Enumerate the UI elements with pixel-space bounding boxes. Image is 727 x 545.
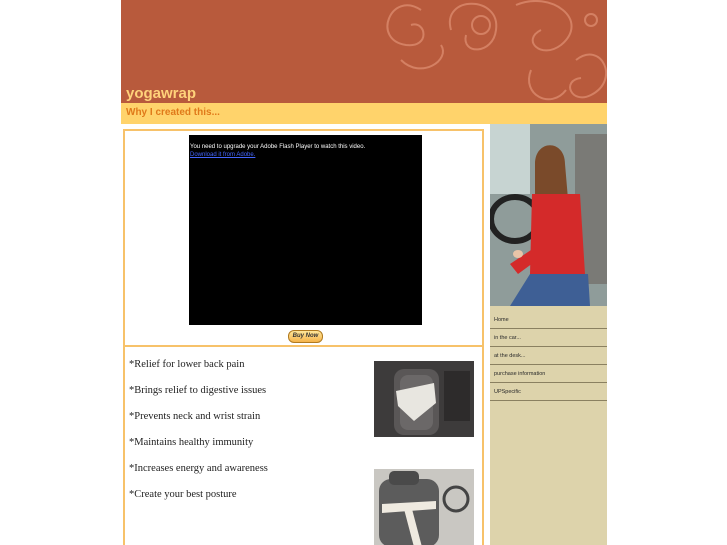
subtitle-bar xyxy=(121,103,607,124)
nav-item-at-the-desk[interactable]: at the desk... xyxy=(490,347,607,365)
benefit-item: *Create your best posture xyxy=(129,489,237,500)
video-player[interactable] xyxy=(189,135,422,325)
nav-item-upspecific[interactable]: UPSpecific xyxy=(490,383,607,401)
nav-item-in-the-car[interactable]: in the car... xyxy=(490,329,607,347)
site-title: yogawrap xyxy=(126,85,197,102)
content-divider xyxy=(125,345,482,347)
benefits-list xyxy=(129,359,268,515)
nav-item-home[interactable]: Home xyxy=(490,311,607,329)
sidebar xyxy=(490,124,607,545)
flash-download-link[interactable]: Download it from Adobe. xyxy=(190,152,256,158)
car-seat-back-photo xyxy=(374,469,474,545)
benefit-item: *Relief for lower back pain xyxy=(129,359,245,370)
page-subtitle: Why I created this... xyxy=(126,107,220,118)
page-container xyxy=(121,0,607,545)
header-banner xyxy=(121,0,607,103)
car-seat-wrap-photo xyxy=(374,361,474,437)
nav-item-purchase-information[interactable]: purchase information xyxy=(490,365,607,383)
woman-driving-photo xyxy=(490,124,607,306)
sidebar-nav xyxy=(490,311,607,401)
benefit-item: *Prevents neck and wrist strain xyxy=(129,411,261,422)
main-content xyxy=(123,129,484,545)
flash-message: You need to upgrade your Adobe Flash Player to watch this video. xyxy=(190,144,366,150)
benefit-item: *Maintains healthy immunity xyxy=(129,437,254,448)
buy-now-button[interactable]: Buy Now xyxy=(288,330,323,343)
benefit-item: *Brings relief to digestive issues xyxy=(129,385,267,396)
benefit-item: *Increases energy and awareness xyxy=(129,463,268,474)
